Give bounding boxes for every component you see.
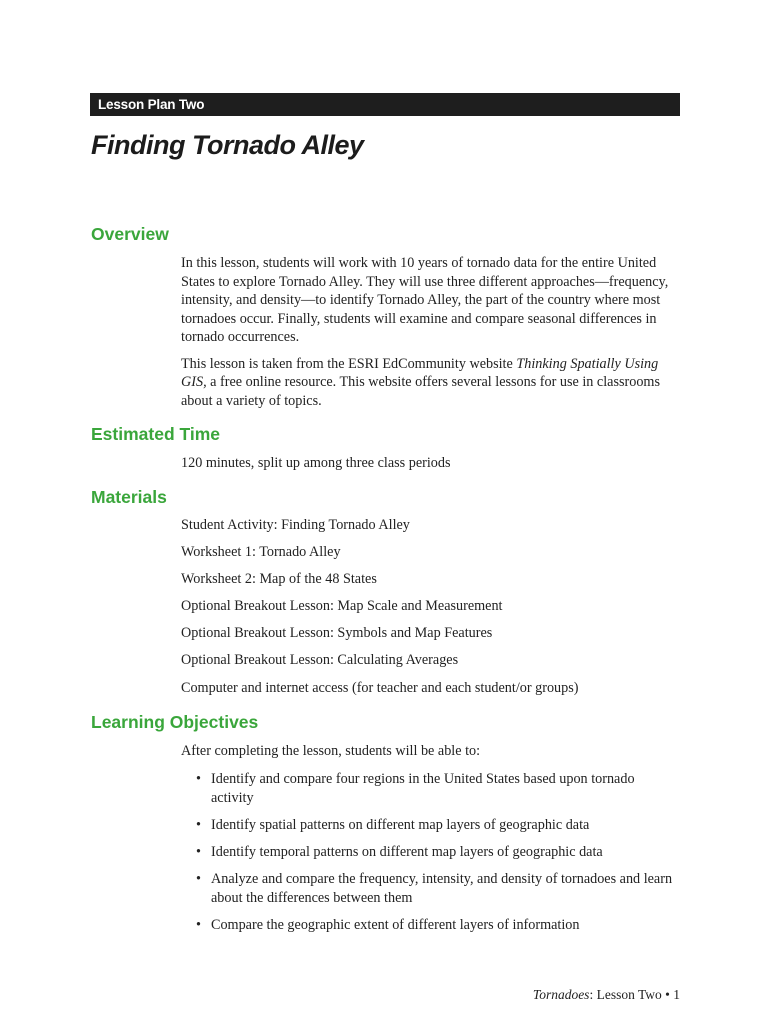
objective-text: Identify spatial patterns on different map layers of geographic data (211, 817, 590, 833)
objective-list-item (196, 916, 676, 935)
objectives-intro: After completing the lesson, students will be able to: (181, 743, 481, 759)
materials-item: Optional Breakout Lesson: Symbols and Map Features (181, 625, 493, 641)
overview-body (181, 254, 681, 410)
objective-text: Analyze and compare the frequency, intensity, and density of tornadoes and learn about the differences between them (211, 871, 673, 906)
bullet-icon: • (196, 917, 201, 933)
objective-list-item (196, 843, 676, 862)
bullet-icon: • (196, 817, 201, 833)
materials-item: Optional Breakout Lesson: Map Scale and Measurement (181, 598, 503, 614)
bullet-icon: • (196, 871, 201, 887)
page-title: Finding Tornado Alley (91, 130, 364, 160)
overview-paragraph-1: In this lesson, students will work with 10 years of tornado data for the entire United States to explore Tornado Alley. They will use three different approaches—frequency, intensity, and density—to identify Tornado Alley, the part of the country where most tornadoes occur. Finally, students will examine and compare seasonal differences in tornado occurrences. (181, 255, 669, 345)
materials-item: Student Activity: Finding Tornado Alley (181, 517, 410, 533)
materials-item: Computer and internet access (for teacher and each student/or groups) (181, 680, 579, 696)
footer-page-info: : Lesson Two • 1 (589, 987, 680, 1002)
website-title: Thinking Spatially Using GIS, (181, 355, 659, 390)
objective-list-item (196, 816, 676, 835)
objective-text: Identify temporal patterns on different map layers of geographic data (211, 844, 603, 860)
materials-item: Worksheet 2: Map of the 48 States (181, 571, 377, 587)
learning-objectives-heading: Learning Objectives (91, 712, 259, 732)
estimated-time-text: 120 minutes, split up among three class periods (181, 455, 451, 471)
bullet-icon: • (196, 771, 201, 787)
objective-text: Compare the geographic extent of different layers of information (211, 917, 580, 933)
objective-list-item (196, 870, 676, 907)
overview-p2-text-before: This lesson is taken from the ESRI EdCommunity website (181, 355, 517, 372)
overview-heading: Overview (91, 224, 169, 244)
materials-item: Worksheet 1: Tornado Alley (181, 544, 341, 560)
lesson-plan-bar: Lesson Plan Two (90, 93, 680, 116)
footer-publication-title: Tornadoes (532, 987, 590, 1002)
objective-list-item (196, 770, 676, 807)
materials-item: Optional Breakout Lesson: Calculating Averages (181, 652, 459, 668)
bullet-icon: • (196, 844, 201, 860)
materials-heading: Materials (91, 487, 167, 507)
page-footer (533, 987, 680, 1003)
estimated-time-heading: Estimated Time (91, 424, 221, 444)
objective-text: Identify and compare four regions in the United States based upon tornado activity (211, 771, 635, 806)
overview-p2-text-after: a free online resource. This website offers several lessons for use in classrooms about a variety of topics. (181, 374, 660, 409)
overview-paragraph-2 (181, 355, 681, 411)
